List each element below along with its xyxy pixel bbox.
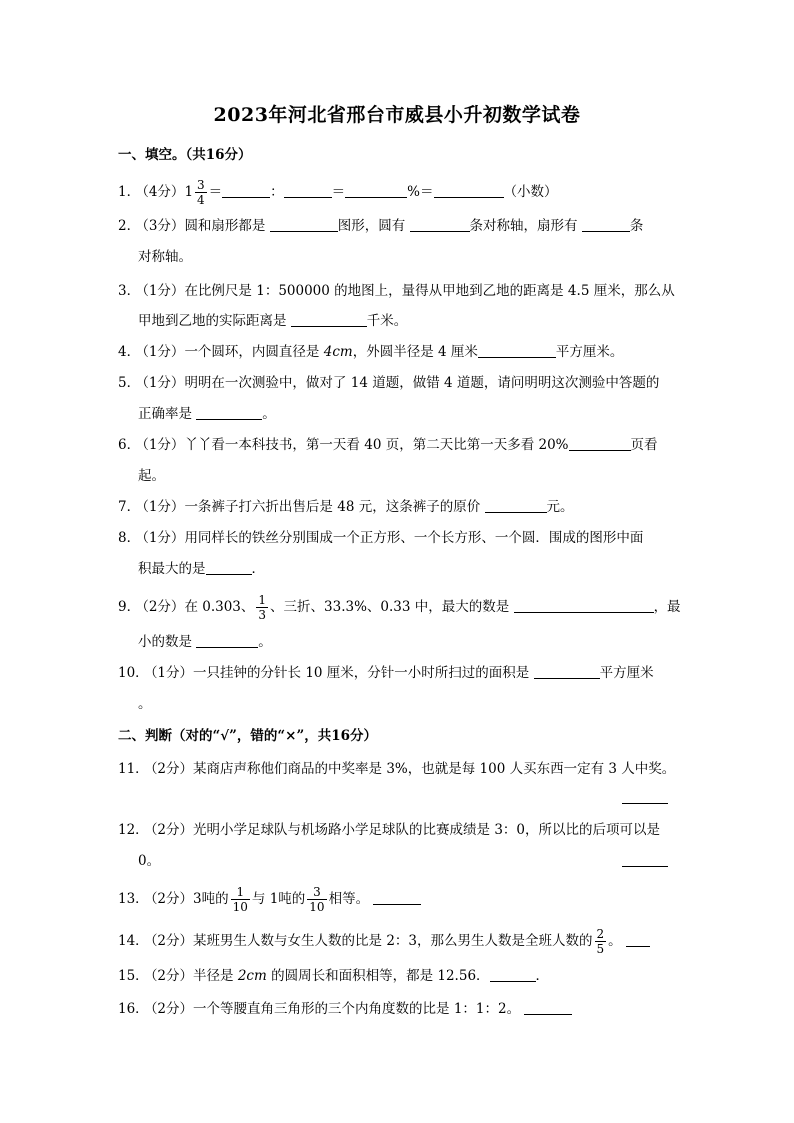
question-12-answer <box>622 851 668 871</box>
question-6-continued: 起。 <box>138 468 165 484</box>
fraction <box>307 885 326 914</box>
question-11-answer <box>622 788 668 808</box>
question-score: （3分） <box>142 218 185 234</box>
question-text: 在 0.303、 <box>184 599 255 615</box>
question-number: 12． <box>118 822 149 838</box>
question-text: 一只挂钟的分针长 10 厘米，分针一小时所扫过的面积是 <box>193 665 534 681</box>
answer-blank[interactable] <box>410 217 470 232</box>
question-3-continued <box>138 311 407 331</box>
question-number: 2． <box>118 218 141 234</box>
answer-blank[interactable] <box>478 343 556 358</box>
unit-text: cm <box>246 968 267 984</box>
answer-blank[interactable] <box>270 217 338 232</box>
question-9-continued <box>138 632 272 652</box>
question-text: 积最大的是 <box>138 561 206 577</box>
question-text: 、三折、33.3%、0.33 中，最大的数是 <box>270 599 514 615</box>
question-text: ． <box>535 968 550 984</box>
fraction-numerator: 3 <box>197 178 205 192</box>
question-number: 13． <box>118 891 149 907</box>
answer-blank[interactable] <box>485 498 547 513</box>
page-title: 2023年河北省邢台市威县小升初数学试卷 <box>213 104 581 126</box>
question-text: 2 <box>237 968 247 984</box>
fraction-numerator: 3 <box>307 885 326 900</box>
question-number: 8． <box>118 530 141 546</box>
question-text: 。 <box>262 406 276 422</box>
question-text: 页看 <box>630 437 658 453</box>
answer-blank[interactable] <box>514 598 654 613</box>
question-text: 半径是 <box>193 968 238 984</box>
question-12-continued: 0。 <box>138 853 161 869</box>
fraction <box>231 885 250 914</box>
question-6 <box>118 435 658 455</box>
question-number: 3． <box>118 283 141 299</box>
answer-blank[interactable] <box>291 312 367 327</box>
section-heading-fill-blank: 一、填空。（共16分） <box>118 147 252 163</box>
question-4 <box>118 342 623 362</box>
question-score: （2分） <box>142 599 185 615</box>
question-3 <box>118 281 675 301</box>
question-number: 5． <box>118 375 141 391</box>
question-12 <box>118 820 660 840</box>
question-number: 14． <box>118 933 149 949</box>
answer-blank[interactable] <box>434 183 504 198</box>
question-text: 的圆周长和面积相等，都是 12.56． <box>266 968 490 984</box>
question-number: 16． <box>118 1001 149 1017</box>
answer-blank[interactable] <box>196 633 258 648</box>
question-8-continued <box>138 559 265 579</box>
question-score: （1分） <box>142 437 185 453</box>
question-score: （4分） <box>142 184 185 200</box>
question-text: 条对称轴，扇形有 <box>469 218 582 234</box>
answer-blank[interactable] <box>582 217 630 232</box>
question-text: 元。 <box>546 499 574 515</box>
question-number: 7． <box>118 499 141 515</box>
fraction-denominator: 3 <box>258 608 267 622</box>
question-text: 。 <box>608 933 626 949</box>
question-text: 在比例尺是 1：500000 的地图上，量得从甲地到乙地的距离是 4.5 厘米，那么从 <box>184 283 675 299</box>
question-score: （1分） <box>142 499 185 515</box>
question-text: 平方厘米。 <box>555 344 624 360</box>
question-number: 1． <box>118 184 141 200</box>
section-heading-true-false: 二、判断（对的“√”，错的“×”，共16分） <box>118 728 378 744</box>
question-1 <box>118 178 558 207</box>
question-9 <box>118 593 681 622</box>
question-text: ： <box>270 184 284 200</box>
question-7 <box>118 497 574 517</box>
question-text: 一个等腰直角三角形的三个内角度数的比是 1：1：2。 <box>193 1001 525 1017</box>
question-14 <box>118 927 650 956</box>
question-number: 4． <box>118 344 141 360</box>
question-text: 正确率是 <box>138 406 197 422</box>
question-text: ，最 <box>653 599 681 615</box>
question-text: 圆和扇形都是 <box>184 218 270 234</box>
question-text: 一条裤子打六折出售后是 48 元，这条裤子的原价 <box>184 499 485 515</box>
question-text: 用同样长的铁丝分别围成一个正方形、一个长方形、一个圆．围成的图形中面 <box>184 530 644 546</box>
answer-blank[interactable] <box>534 664 600 679</box>
question-score: （1分） <box>142 283 185 299</box>
question-score: （2分） <box>150 1001 194 1017</box>
question-13 <box>118 885 421 914</box>
answer-blank[interactable] <box>284 183 332 198</box>
question-text: 甲地到乙地的实际距离是 <box>138 313 291 329</box>
question-11 <box>118 759 675 779</box>
answer-blank[interactable] <box>490 967 536 982</box>
question-score: （2分） <box>150 891 194 907</box>
question-score: （2分） <box>150 761 194 777</box>
question-score: （1分） <box>142 530 185 546</box>
question-text: ＝ <box>208 184 223 200</box>
fraction-denominator: 4 <box>197 193 205 207</box>
question-text: 一个圆环，内圆直径是 <box>184 344 324 360</box>
question-text: ，外圆半径是 4 厘米 <box>352 344 478 360</box>
question-text: 千米。 <box>366 313 408 329</box>
answer-blank[interactable] <box>373 890 421 905</box>
question-score: （2分） <box>150 822 194 838</box>
question-5 <box>118 373 659 393</box>
question-2-continued: 对称轴。 <box>138 249 192 265</box>
question-15 <box>118 966 549 986</box>
answer-blank[interactable] <box>222 183 270 198</box>
answer-blank[interactable] <box>206 560 252 575</box>
question-5-continued <box>138 404 276 424</box>
fraction <box>195 178 207 207</box>
question-text: 丫丫看一本科技书，第一天看 40 页，第二天比第一天多看 20% <box>184 437 569 453</box>
fraction-denominator: 10 <box>309 900 325 914</box>
question-score: （2分） <box>150 968 194 984</box>
question-text: 条 <box>629 218 644 234</box>
question-text: 光明小学足球队与机场路小学足球队的比赛成绩是 3：0，所以比的后项可以是 <box>193 822 660 838</box>
mixed-number-whole: 1 <box>184 184 194 200</box>
answer-blank[interactable] <box>622 789 668 804</box>
fraction-denominator: 5 <box>596 942 605 956</box>
question-text: 某商店声称他们商品的中奖率是 3%，也就是每 100 人买东西一定有 3 人中奖。 <box>193 761 676 777</box>
answer-blank[interactable] <box>524 1000 572 1015</box>
fraction-numerator: 2 <box>596 927 605 941</box>
question-text: 小的数是 <box>138 634 197 650</box>
answer-blank[interactable] <box>196 405 262 420</box>
question-8 <box>118 528 643 548</box>
question-score: （1分） <box>142 344 185 360</box>
question-score: （2分） <box>150 933 194 949</box>
question-score: （1分） <box>142 375 185 391</box>
question-text: 相等。 <box>328 891 374 907</box>
question-text: %＝ <box>407 184 434 200</box>
question-text: ＝ <box>331 184 346 200</box>
unit-text: cm <box>332 344 353 360</box>
question-text: 3吨的 <box>193 891 229 907</box>
question-text: 4 <box>323 344 333 360</box>
question-text: 明明在一次测验中，做对了 14 道题，做错 4 道题，请问明明这次测验中答题的 <box>184 375 660 391</box>
question-2 <box>118 216 643 236</box>
answer-blank[interactable] <box>626 932 650 947</box>
question-number: 10． <box>118 665 149 681</box>
question-score: （1分） <box>150 665 194 681</box>
question-number: 9． <box>118 599 141 615</box>
question-text: （小数） <box>503 184 558 200</box>
question-number: 15． <box>118 968 149 984</box>
question-10-continued: 。 <box>138 696 152 712</box>
fraction-numerator: 1 <box>231 885 250 900</box>
question-text: 某班男生人数与女生人数的比是 2：3，那么男生人数是全班人数的 <box>193 933 593 949</box>
question-text: 。 <box>258 634 272 650</box>
question-10 <box>118 663 654 683</box>
answer-blank[interactable] <box>622 852 668 867</box>
question-text: 与 1吨的 <box>251 891 306 907</box>
answer-blank[interactable] <box>569 436 631 451</box>
question-number: 11． <box>118 761 149 777</box>
fraction-numerator: 1 <box>258 593 267 607</box>
fraction <box>595 927 607 956</box>
fraction-denominator: 10 <box>232 900 248 914</box>
question-text: ． <box>251 561 265 577</box>
fraction <box>256 593 268 622</box>
question-text: 图形，圆有 <box>337 218 410 234</box>
question-16 <box>118 999 572 1019</box>
question-number: 6． <box>118 437 141 453</box>
answer-blank[interactable] <box>345 183 407 198</box>
question-text: 平方厘米 <box>599 665 654 681</box>
